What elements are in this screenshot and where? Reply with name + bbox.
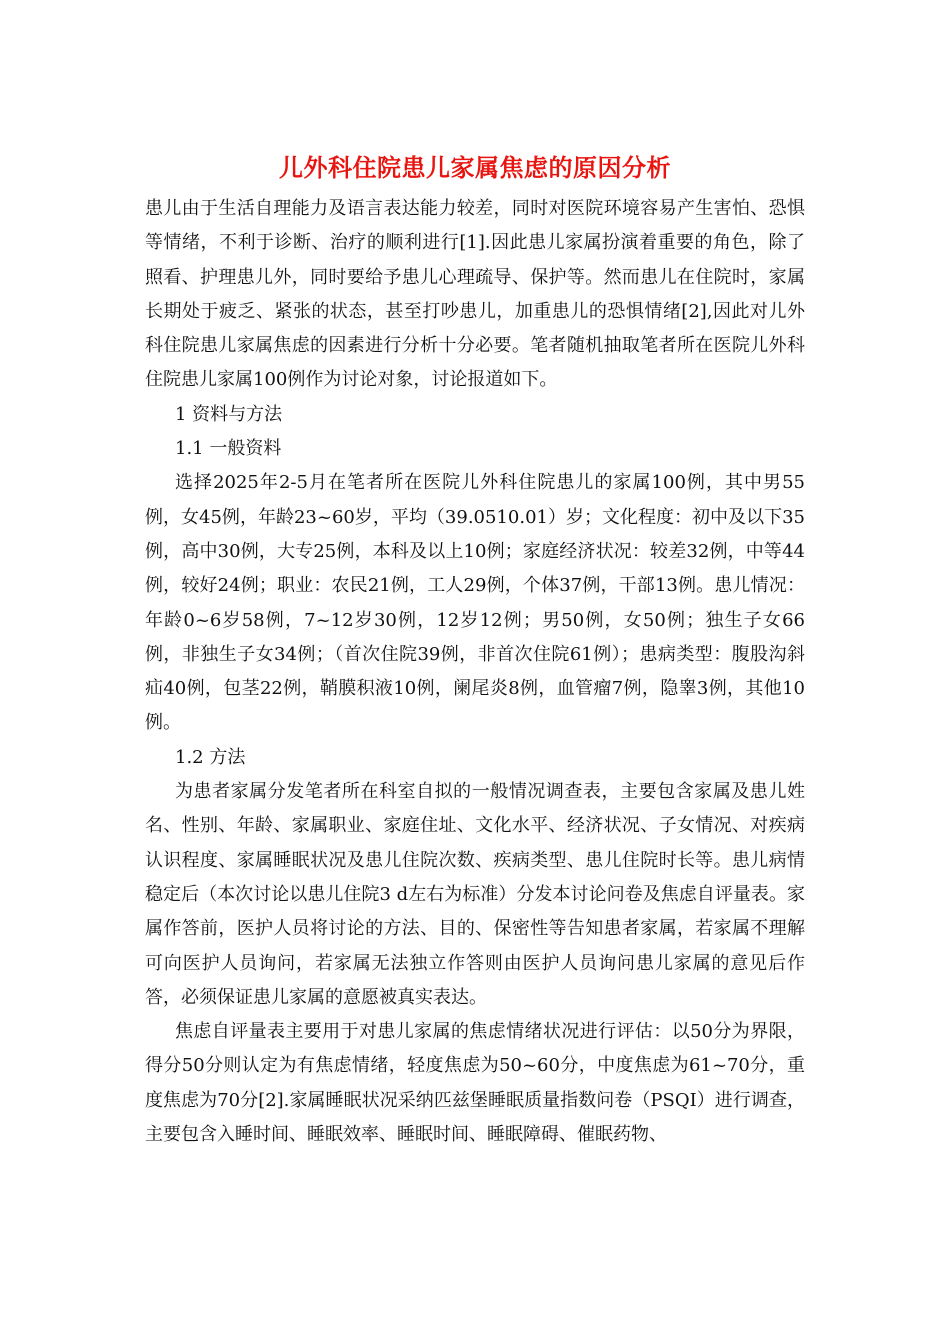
section-heading-1: 1 资料与方法 <box>175 403 283 425</box>
document-title: 儿外科住院患儿家属焦虑的原因分析 <box>279 153 671 182</box>
anxiety-scale-paragraph: 焦虑自评量表主要用于对患儿家属的焦虑情绪状况进行评估：以50分为界限，得分50分则认定为有焦虑情绪，轻度焦虑为50~60分，中度焦虑为61~70分，重度焦虑为70分[2].家属睡眠状况采纳匹兹堡睡眠质量指数问卷（PSQI）进行调查，主要包含入睡时间、睡眠效率、睡眠时间、睡眠障碍、催眠药物、 <box>145 1021 805 1146</box>
document-body <box>145 192 805 1152</box>
subsection-heading-1-1: 1.1 一般资料 <box>175 438 282 460</box>
subsection-heading-1-2: 1.2 方法 <box>175 746 246 768</box>
intro-paragraph: 患儿由于生活自理能力及语言表达能力较差，同时对医院环境容易产生害怕、恐惧等情绪，不利于诊断、治疗的顺利进行[1].因此患儿家属扮演着重要的角色，除了照看、护理患儿外，同时要给予患儿心理疏导、保护等。然而患儿在住院时，家属长期处于疲乏、紧张的状态，甚至打吵患儿，加重患儿的恐惧情绪[2],因此对儿外科住院患儿家属焦虑的因素进行分析十分必要。笔者随机抽取笔者所在医院儿外科住院患儿家属100例作为讨论对象，讨论报道如下。 <box>145 198 805 391</box>
method-paragraph: 为患者家属分发笔者所在科室自拟的一般情况调查表，主要包含家属及患儿姓名、性别、年龄、家属职业、家庭住址、文化水平、经济状况、子女情况、对疾病认识程度、家属睡眠状况及患儿住院次数、疾病类型、患儿住院时长等。患儿病情稳定后（本次讨论以患儿住院3 d左右为标准）分发本讨论问卷及焦虑自评量表。家属作答前，医护人员将讨论的方法、目的、保密性等告知患者家属，若家属不理解可向医护人员询问，若家属无法独立作答则由医护人员询问患儿家属的意见后作答，必须保证患儿家属的意愿被真实表达。 <box>145 781 805 1008</box>
general-data-paragraph: 选择2025年2-5月在笔者所在医院儿外科住院患儿的家属100例，其中男55例，女45例，年龄23~60岁，平均（39.0510.01）岁；文化程度：初中及以下35例，高中30例，大专25例，本科及以上10例；家庭经济状况：较差32例，中等44例，较好24例；职业：农民21例，工人29例，个体37例，干部13例。患儿情况：年龄0~6岁58例，7~12岁30例，12岁12例；男50例，女50例；独生子女66例，非独生子女34例；（首次住院39例，非首次住院61例）；患病类型：腹股沟斜疝40例，包茎22例，鞘膜积液10例，阑尾炎8例，血管瘤7例，隐睾3例，其他10例。 <box>145 472 805 734</box>
